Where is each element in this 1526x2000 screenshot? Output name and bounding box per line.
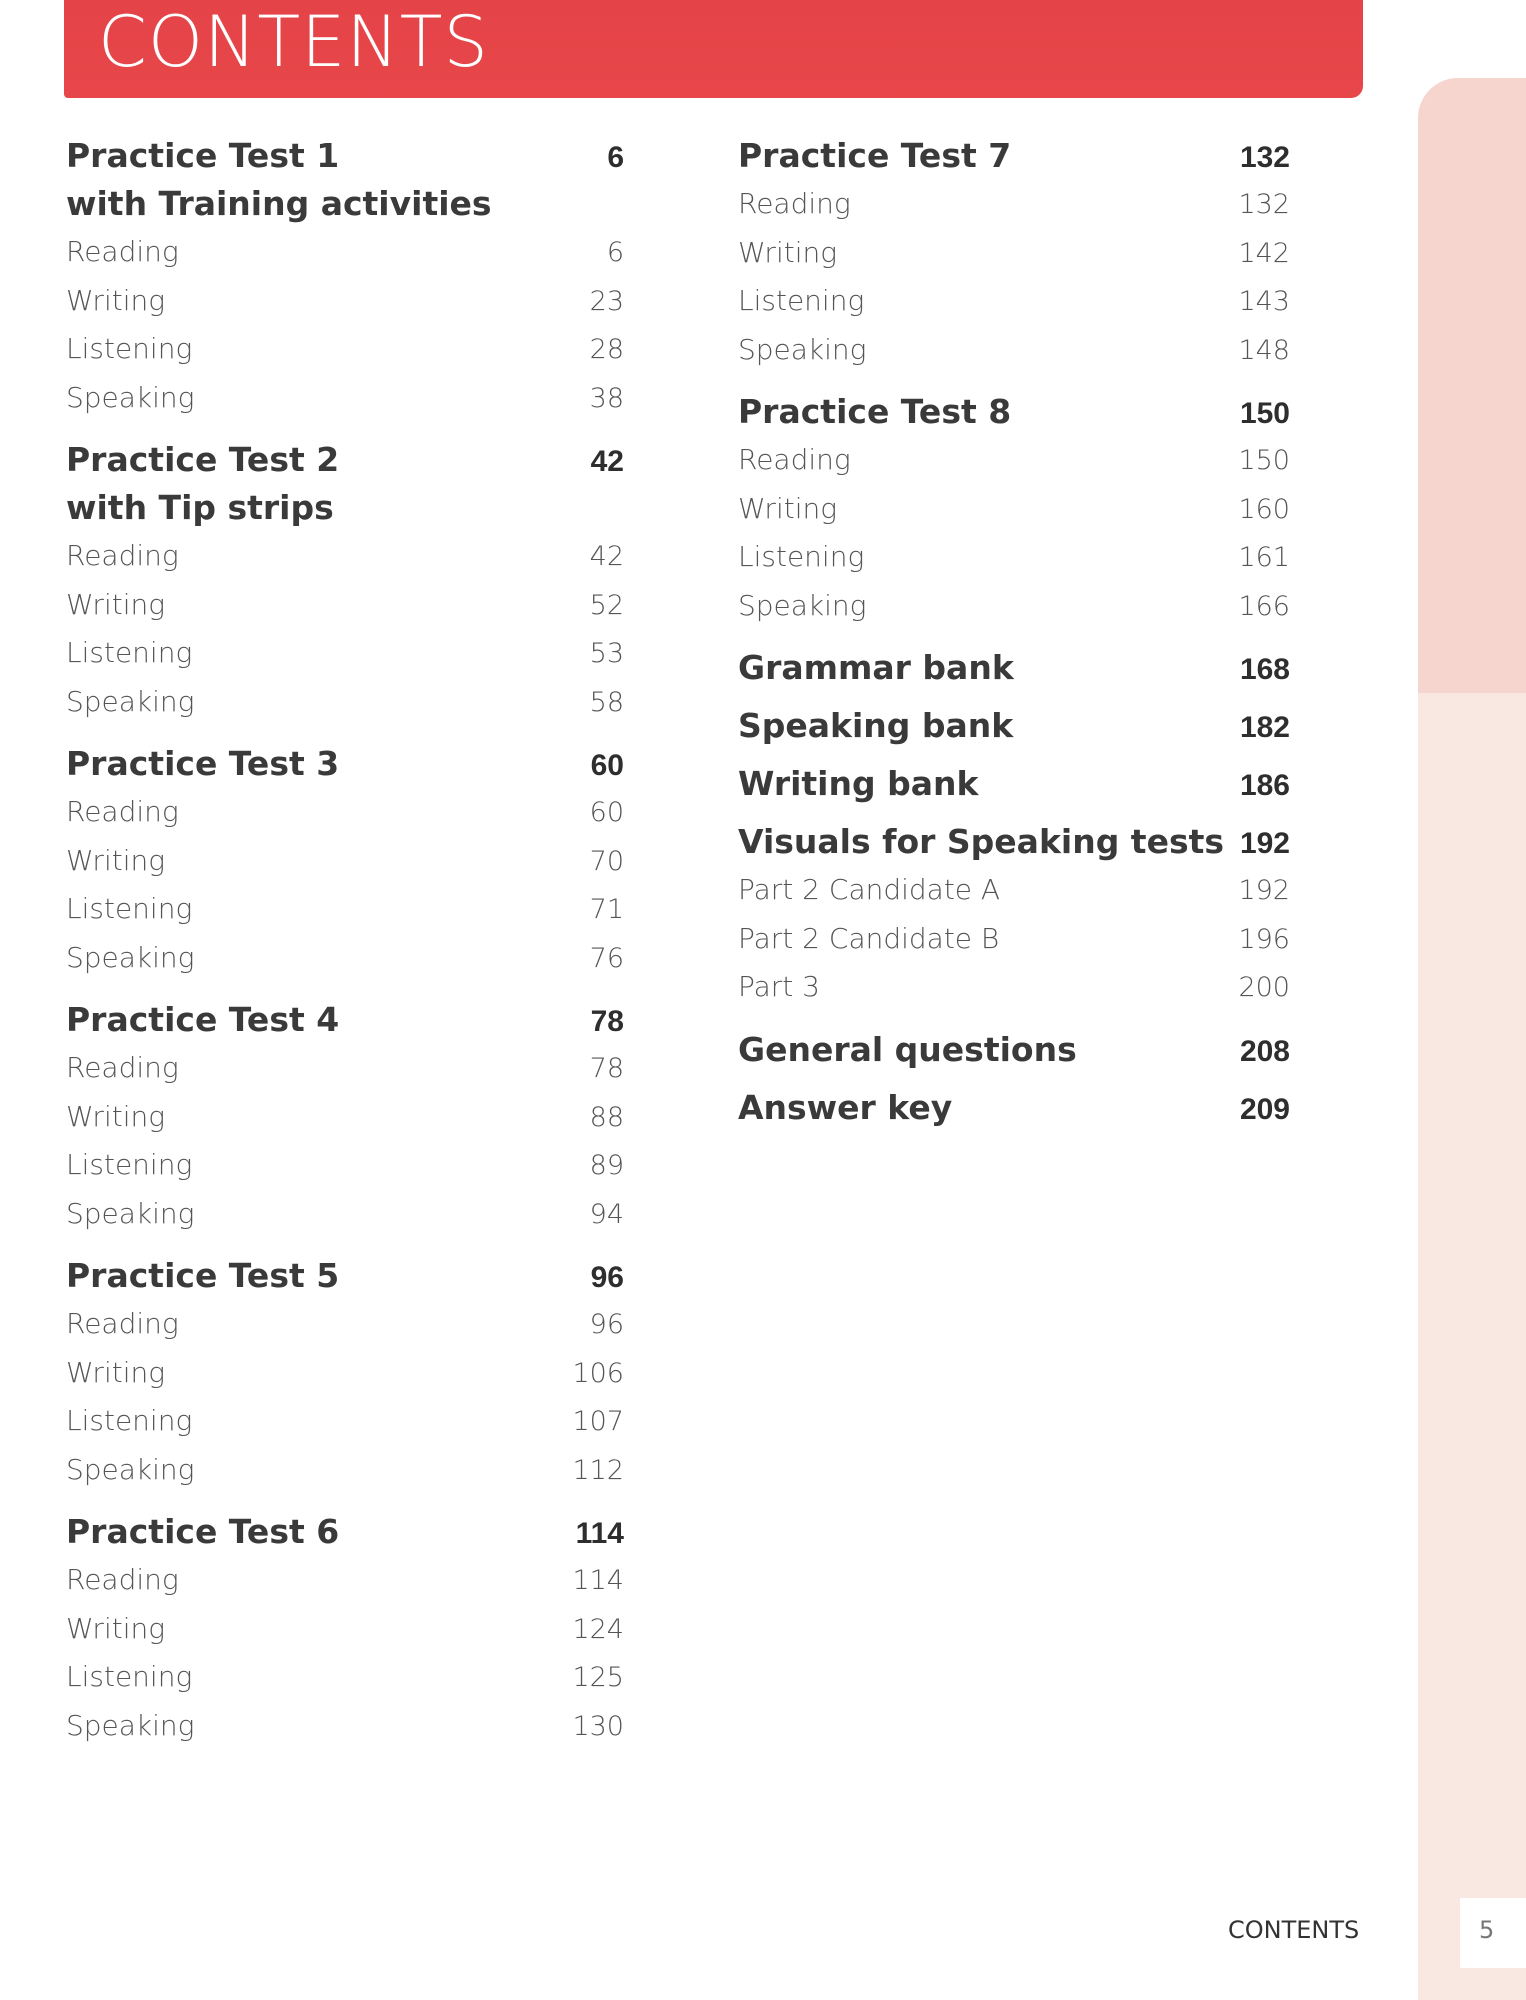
- toc-entry-label: Speaking: [66, 940, 195, 974]
- toc-section: [738, 132, 1290, 374]
- toc-entry-heading[interactable]: [738, 760, 1290, 808]
- toc-section: [66, 996, 624, 1238]
- toc-entry-label: Reading: [66, 539, 179, 572]
- toc-entry-label: Reading: [66, 1051, 179, 1084]
- toc-entry[interactable]: [738, 533, 1290, 582]
- toc-entry[interactable]: [66, 678, 624, 727]
- toc-heading-text: [738, 644, 1014, 692]
- toc-entry[interactable]: [66, 1653, 624, 1702]
- toc-entry-page: 143: [1238, 286, 1290, 317]
- toc-entry-heading[interactable]: [738, 132, 1290, 180]
- toc-entry-heading[interactable]: [738, 818, 1290, 866]
- toc-entry-heading[interactable]: [738, 388, 1290, 436]
- toc-entry-page: 78: [589, 1053, 624, 1084]
- toc-entry[interactable]: [66, 837, 624, 886]
- toc-heading-page: 6: [607, 141, 624, 174]
- toc-heading-title: General questions: [738, 1029, 1077, 1069]
- toc-entry-page: 107: [572, 1406, 624, 1437]
- toc-heading-text: [66, 436, 339, 532]
- toc-entry-page: 124: [572, 1613, 624, 1645]
- toc-entry[interactable]: [738, 229, 1290, 278]
- toc-section: [66, 740, 624, 982]
- toc-entry-page: 60: [589, 797, 624, 828]
- toc-heading-text: [66, 1508, 339, 1556]
- toc-heading-page: 114: [575, 1517, 624, 1550]
- toc-entry-label: Part 3: [738, 970, 820, 1003]
- toc-entry-heading[interactable]: [66, 436, 624, 532]
- toc-entry-heading[interactable]: [738, 702, 1290, 750]
- toc-entry-label: Reading: [66, 1307, 179, 1340]
- footer-section-label: CONTENTS: [1228, 1916, 1360, 1944]
- toc-section: [66, 436, 624, 726]
- toc-entry-label: Listening: [66, 1660, 193, 1693]
- toc-heading-page: 42: [590, 445, 624, 478]
- toc-entry[interactable]: [738, 485, 1290, 534]
- toc-entry-page: 106: [572, 1357, 624, 1389]
- toc-heading-page: 209: [1239, 1092, 1290, 1126]
- toc-entry[interactable]: [66, 885, 624, 934]
- toc-entry[interactable]: [66, 1044, 624, 1093]
- toc-entry-label: Reading: [66, 795, 179, 828]
- toc-heading-title: Practice Test 3: [66, 744, 340, 783]
- toc-entry-page: 166: [1238, 590, 1290, 622]
- toc-heading-page: 182: [1239, 711, 1290, 744]
- toc-entry[interactable]: [738, 915, 1290, 964]
- toc-heading-text: [738, 132, 1011, 180]
- toc-entry-label: Speaking: [738, 588, 867, 622]
- toc-heading-text: [738, 702, 1013, 750]
- toc-entry-page: 58: [589, 686, 624, 718]
- toc-entry-page: 53: [589, 638, 624, 669]
- toc-entry-heading[interactable]: [66, 1508, 624, 1556]
- toc-entry[interactable]: [66, 581, 624, 630]
- toc-entry[interactable]: [66, 1605, 624, 1654]
- toc-section: [738, 818, 1290, 1012]
- toc-heading-text: [66, 132, 492, 228]
- toc-entry-label: Listening: [738, 540, 865, 573]
- toc-entry-page: 96: [589, 1309, 624, 1340]
- toc-entry-heading[interactable]: [738, 1026, 1290, 1074]
- toc-heading-subtitle: with Training activities: [66, 184, 492, 223]
- toc-entry[interactable]: [66, 934, 624, 983]
- toc-heading-page: 192: [1239, 827, 1290, 860]
- toc-entry-label: Listening: [66, 636, 193, 669]
- toc-entry-label: Reading: [738, 187, 851, 220]
- toc-entry-label: Writing: [738, 491, 838, 525]
- toc-entry-label: Listening: [66, 1404, 193, 1437]
- toc-entry-page: 192: [1238, 875, 1290, 906]
- toc-entry-heading[interactable]: [66, 996, 624, 1044]
- toc-entry-label: Listening: [66, 892, 193, 925]
- toc-heading-text: [66, 996, 339, 1044]
- toc-entry-heading[interactable]: [66, 1252, 624, 1300]
- page-edge-strip-tint: [1418, 78, 1526, 693]
- toc-entry[interactable]: [738, 582, 1290, 631]
- toc-heading-page: 96: [590, 1261, 624, 1294]
- toc-heading-title: Practice Test 2: [66, 440, 340, 479]
- toc-entry-label: Speaking: [66, 1196, 195, 1230]
- footer-page-number: 5: [1479, 1916, 1495, 1944]
- toc-entry[interactable]: [738, 866, 1290, 915]
- toc-entry[interactable]: [66, 1141, 624, 1190]
- toc-entry-label: Speaking: [66, 380, 195, 414]
- toc-entry-label: Speaking: [738, 332, 867, 366]
- toc-heading-page: 60: [590, 749, 624, 782]
- toc-heading-text: [738, 1084, 952, 1132]
- toc-entry[interactable]: [738, 963, 1290, 1012]
- toc-entry[interactable]: [66, 228, 624, 277]
- toc-entry-label: Part 2 Candidate B: [738, 921, 1000, 955]
- toc-heading-title: Writing bank: [738, 764, 979, 803]
- toc-section: [66, 132, 624, 422]
- toc-entry[interactable]: [66, 1093, 624, 1142]
- toc-entry-heading[interactable]: [66, 132, 624, 228]
- toc-entry-label: Writing: [738, 235, 838, 269]
- toc-entry-page: 6: [606, 237, 624, 268]
- toc-entry-page: 89: [589, 1150, 624, 1181]
- page-title: CONTENTS: [98, 1, 489, 83]
- toc-entry-page: 76: [589, 942, 624, 974]
- toc-section: [738, 644, 1290, 692]
- toc-entry-label: Writing: [66, 1611, 166, 1645]
- toc-heading-text: [738, 760, 978, 808]
- toc-entry-page: 142: [1238, 237, 1290, 269]
- toc-entry[interactable]: [66, 1446, 624, 1495]
- right-column: [738, 132, 1290, 1142]
- toc-heading-page: 150: [1239, 397, 1290, 430]
- toc-heading-page: 132: [1239, 141, 1290, 174]
- toc-entry-page: 70: [589, 845, 624, 877]
- toc-entry-label: Listening: [738, 284, 865, 317]
- toc-section: [738, 760, 1290, 808]
- toc-heading-page: 186: [1239, 769, 1290, 802]
- toc-entry-label: Writing: [66, 1099, 166, 1133]
- toc-heading-text: [66, 740, 339, 788]
- toc-entry[interactable]: [66, 1349, 624, 1398]
- toc-section: [738, 1026, 1290, 1074]
- toc-entry[interactable]: [66, 1300, 624, 1349]
- toc-heading-page: 208: [1239, 1034, 1290, 1068]
- toc-entry-label: Speaking: [66, 1452, 195, 1486]
- toc-entry-page: 52: [589, 589, 624, 621]
- toc-entry-label: Writing: [66, 587, 166, 621]
- toc-entry-page: 148: [1238, 334, 1290, 366]
- toc-section: [738, 1084, 1290, 1132]
- toc-section: [66, 1252, 624, 1494]
- toc-entry[interactable]: [66, 1556, 624, 1605]
- toc-entry-label: Part 2 Candidate A: [738, 873, 1001, 906]
- toc-entry-page: 88: [589, 1101, 624, 1133]
- toc-entry-page: 114: [572, 1565, 624, 1596]
- toc-heading-text: [738, 388, 1011, 436]
- toc-heading-title: Practice Test 4: [66, 1000, 340, 1039]
- toc-entry-label: Writing: [66, 843, 166, 877]
- toc-entry-page: 200: [1238, 972, 1290, 1003]
- toc-entry[interactable]: [738, 436, 1290, 485]
- toc-heading-title: Practice Test 8: [738, 392, 1012, 431]
- toc-entry[interactable]: [738, 277, 1290, 326]
- toc-heading-title: Practice Test 5: [66, 1256, 340, 1295]
- toc-entry-page: 23: [589, 285, 624, 317]
- toc-entry[interactable]: [66, 1190, 624, 1239]
- toc-entry-label: Listening: [66, 1148, 193, 1181]
- toc-entry-heading[interactable]: [66, 740, 624, 788]
- toc-entry-page: 112: [572, 1454, 624, 1486]
- toc-entry-label: Reading: [66, 1563, 179, 1596]
- toc-heading-page: 168: [1239, 653, 1290, 686]
- toc-heading-title: Visuals for Speaking tests: [738, 822, 1225, 861]
- toc-entry-label: Writing: [66, 1355, 166, 1389]
- toc-heading-title: Answer key: [738, 1087, 953, 1127]
- toc-heading-title: Practice Test 6: [66, 1512, 340, 1551]
- toc-entry[interactable]: [66, 532, 624, 581]
- toc-heading-title: Practice Test 7: [738, 136, 1012, 175]
- toc-heading-text: [738, 818, 1224, 866]
- toc-entry[interactable]: [66, 1397, 624, 1446]
- toc-heading-text: [66, 1252, 339, 1300]
- toc-entry-label: Listening: [66, 332, 193, 365]
- left-column: [66, 132, 624, 1764]
- toc-entry[interactable]: [738, 180, 1290, 229]
- toc-entry[interactable]: [66, 277, 624, 326]
- toc-heading-subtitle: with Tip strips: [66, 488, 334, 527]
- toc-entry-page: 71: [589, 894, 624, 925]
- toc-entry-heading[interactable]: [738, 1084, 1290, 1132]
- toc-section: [738, 388, 1290, 630]
- toc-entry-label: Writing: [66, 283, 166, 317]
- toc-entry-label: Speaking: [66, 684, 195, 718]
- toc-entry-heading[interactable]: [738, 644, 1290, 692]
- toc-entry-page: 42: [589, 541, 624, 572]
- toc-heading-text: [738, 1026, 1077, 1074]
- toc-entry-page: 94: [589, 1198, 624, 1230]
- toc-entry-page: 130: [572, 1710, 624, 1742]
- toc-entry[interactable]: [66, 1702, 624, 1751]
- toc-entry[interactable]: [738, 326, 1290, 375]
- toc-entry-label: Reading: [738, 443, 851, 476]
- toc-entry-page: 38: [589, 382, 624, 414]
- toc-entry-page: 161: [1238, 542, 1290, 573]
- toc-section: [738, 702, 1290, 750]
- toc-entry[interactable]: [66, 374, 624, 423]
- toc-entry-label: Reading: [66, 235, 179, 268]
- toc-entry-page: 160: [1238, 493, 1290, 525]
- toc-entry[interactable]: [66, 788, 624, 837]
- toc-entry-page: 150: [1238, 445, 1290, 476]
- toc-entry-page: 196: [1238, 923, 1290, 955]
- toc-heading-title: Practice Test 1: [66, 136, 340, 175]
- toc-heading-title: Grammar bank: [738, 648, 1014, 687]
- toc-entry[interactable]: [66, 629, 624, 678]
- toc-entry-label: Speaking: [66, 1708, 195, 1742]
- toc-entry[interactable]: [66, 325, 624, 374]
- toc-heading-title: Speaking bank: [738, 706, 1014, 745]
- toc-heading-page: 78: [590, 1005, 624, 1038]
- toc-section: [66, 1508, 624, 1750]
- toc-entry-page: 125: [572, 1662, 624, 1693]
- toc-entry-page: 28: [589, 334, 624, 365]
- toc-entry-page: 132: [1238, 189, 1290, 220]
